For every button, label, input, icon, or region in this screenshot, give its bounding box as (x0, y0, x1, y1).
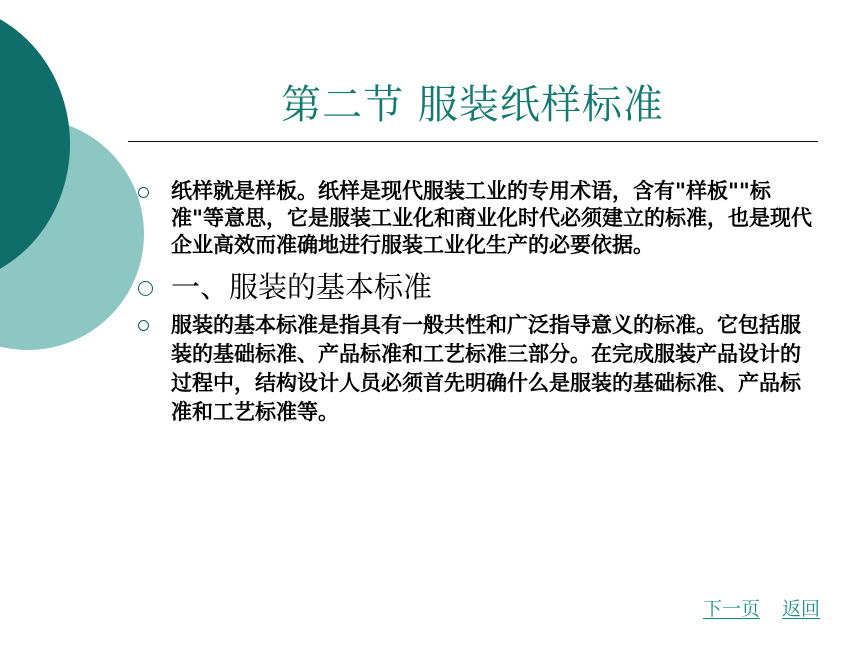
bullet-item (138, 311, 818, 427)
slide-navigation (703, 597, 820, 621)
back-link[interactable]: 返回 (781, 598, 820, 620)
bullet-text: 纸样就是样板。纸样是现代服装工业的专用术语，含有"样板""标准"等意思，它是服装工业化和商业化时代必须建立的标准，也是现代企业高效而准确地进行服装工业化生产的必要依据。 (171, 179, 812, 257)
hollow-circle-bullet-icon (138, 281, 153, 296)
title-divider (128, 141, 818, 142)
hollow-circle-bullet-icon (138, 187, 149, 198)
slide-title: 第二节 服装纸样标准 (281, 82, 664, 128)
bullet-list (138, 178, 818, 427)
bullet-text: 服装的基本标准是指具有一般共性和广泛指导意义的标准。它包括服装的基础标准、产品标准和工艺标准三部分。在完成服装产品设计的过程中，结构设计人员必须首先明确什么是服装的基础标准、产品标准和工艺标准等。 (171, 313, 801, 424)
bullet-item (138, 267, 818, 307)
next-page-link[interactable]: 下一页 (702, 598, 760, 620)
section-heading: 一、服装的基本标准 (171, 270, 433, 304)
bullet-item (138, 178, 818, 259)
hollow-circle-bullet-icon (138, 320, 149, 331)
